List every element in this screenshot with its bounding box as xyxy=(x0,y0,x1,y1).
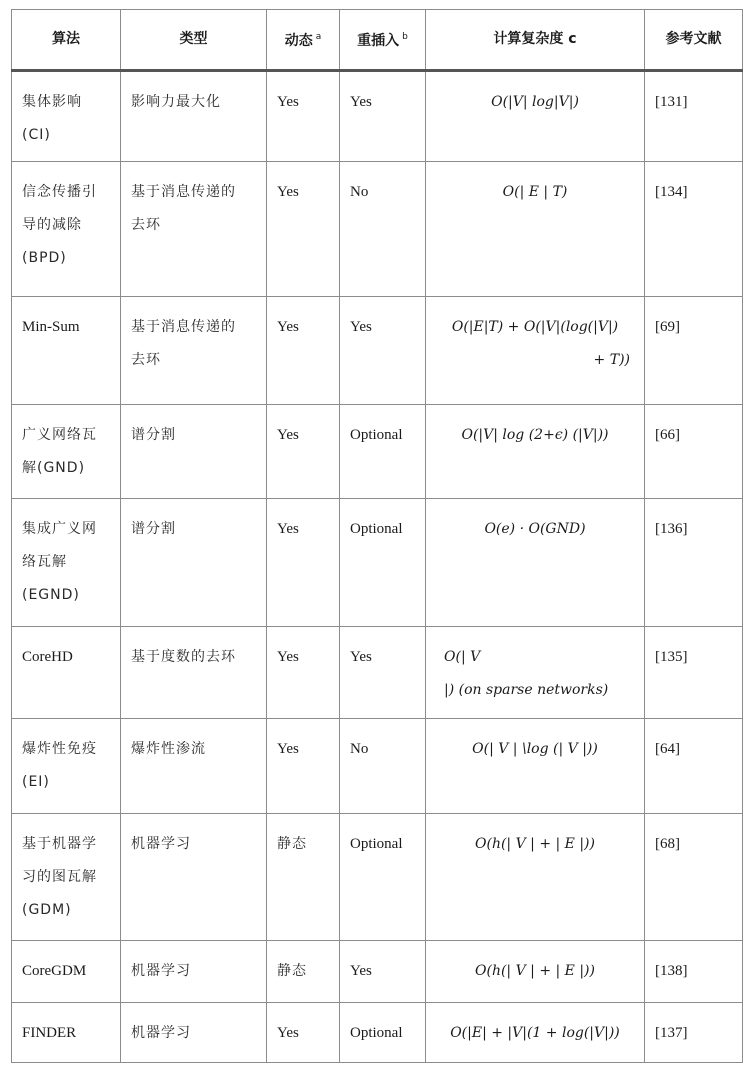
cell-complexity: O(|E| + |V|(1 + log(|V|)) xyxy=(426,1003,645,1063)
cell-reference: [69] xyxy=(645,297,743,405)
cell-complexity: O(e) · O(GND) xyxy=(426,499,645,627)
table-row xyxy=(12,499,743,627)
cell-reinsertion: Yes xyxy=(340,297,426,405)
cell-complexity: O(| V | \log (| V |)) xyxy=(426,719,645,814)
cell-reinsertion: Optional xyxy=(340,1003,426,1063)
header-type: 类型 xyxy=(121,10,267,71)
cell-dynamic: Yes xyxy=(267,719,340,814)
header-dynamic: 动态 $^a$ xyxy=(267,10,340,71)
header-references: 参考文献 xyxy=(645,10,743,71)
header-complexity: 计算复杂度 c xyxy=(426,10,645,71)
cell-algorithm: CoreHD xyxy=(12,627,121,719)
cell-dynamic: Yes xyxy=(267,297,340,405)
cell-reinsertion: No xyxy=(340,162,426,297)
cell-dynamic: Yes xyxy=(267,71,340,162)
table-header-row xyxy=(12,10,743,71)
table-row xyxy=(12,162,743,297)
cell-reinsertion: Optional xyxy=(340,499,426,627)
cell-type: 基于消息传递的 去环 xyxy=(121,162,267,297)
cell-reinsertion: Yes xyxy=(340,71,426,162)
footnote-marker-a: a xyxy=(315,32,322,42)
cell-algorithm: 信念传播引 导的减除 (BPD) xyxy=(12,162,121,297)
cell-dynamic: Yes xyxy=(267,162,340,297)
cell-type: 机器学习 xyxy=(121,941,267,1003)
table-row xyxy=(12,941,743,1003)
cell-algorithm: 广义网络瓦 解(GND) xyxy=(12,405,121,499)
cell-reference: [135] xyxy=(645,627,743,719)
cell-dynamic: 静态 xyxy=(267,941,340,1003)
cell-reference: [66] xyxy=(645,405,743,499)
cell-reinsertion: Yes xyxy=(340,627,426,719)
cell-type: 基于度数的去环 xyxy=(121,627,267,719)
cell-reinsertion: Optional xyxy=(340,814,426,941)
table-row xyxy=(12,814,743,941)
cell-dynamic: Yes xyxy=(267,499,340,627)
table-row xyxy=(12,719,743,814)
cell-algorithm: 集体影响 (CI) xyxy=(12,71,121,162)
cell-type: 机器学习 xyxy=(121,814,267,941)
footnote-marker-b: b xyxy=(402,32,408,42)
table-row xyxy=(12,71,743,162)
cell-algorithm: FINDER xyxy=(12,1003,121,1063)
cell-complexity: O(| E | T) xyxy=(426,162,645,297)
cell-dynamic: 静态 xyxy=(267,814,340,941)
cell-type: 谱分割 xyxy=(121,405,267,499)
cell-complexity: O(|V| log|V|) xyxy=(426,71,645,162)
cell-algorithm: 集成广义网 络瓦解 (EGND) xyxy=(12,499,121,627)
cell-algorithm: Min-Sum xyxy=(12,297,121,405)
cell-reinsertion: Optional xyxy=(340,405,426,499)
cell-complexity: O(h(| V | + | E |)) xyxy=(426,814,645,941)
cell-dynamic: Yes xyxy=(267,1003,340,1063)
cell-type: 基于消息传递的 去环 xyxy=(121,297,267,405)
cell-type: 爆炸性渗流 xyxy=(121,719,267,814)
cell-reference: [138] xyxy=(645,941,743,1003)
table-row xyxy=(12,405,743,499)
cell-complexity: O(|V| log (2+ϵ) (|V|)) xyxy=(426,405,645,499)
cell-type: 机器学习 xyxy=(121,1003,267,1063)
cell-algorithm: CoreGDM xyxy=(12,941,121,1003)
cell-type: 影响力最大化 xyxy=(121,71,267,162)
cell-algorithm: 基于机器学 习的图瓦解 (GDM) xyxy=(12,814,121,941)
cell-dynamic: Yes xyxy=(267,405,340,499)
cell-reinsertion: Yes xyxy=(340,941,426,1003)
cell-complexity: O(|E|T) + O(|V|(log(|V|) + T)) xyxy=(426,297,645,405)
table-row xyxy=(12,627,743,719)
header-reinsertion: 重插入 $^b$ xyxy=(340,10,426,71)
cell-dynamic: Yes xyxy=(267,627,340,719)
cell-type: 谱分割 xyxy=(121,499,267,627)
cell-complexity: O(h(| V | + | E |)) xyxy=(426,941,645,1003)
cell-reference: [131] xyxy=(645,71,743,162)
cell-complexity: O(| V |) (on sparse networks) xyxy=(426,627,645,719)
cell-reference: [64] xyxy=(645,719,743,814)
cell-reinsertion: No xyxy=(340,719,426,814)
cell-reference: [136] xyxy=(645,499,743,627)
table-row xyxy=(12,1003,743,1063)
cell-reference: [134] xyxy=(645,162,743,297)
cell-reference: [137] xyxy=(645,1003,743,1063)
algorithm-comparison-table xyxy=(11,9,743,1063)
table-row xyxy=(12,297,743,405)
cell-algorithm: 爆炸性免疫 (EI) xyxy=(12,719,121,814)
header-algorithm: 算法 xyxy=(12,10,121,71)
cell-reference: [68] xyxy=(645,814,743,941)
